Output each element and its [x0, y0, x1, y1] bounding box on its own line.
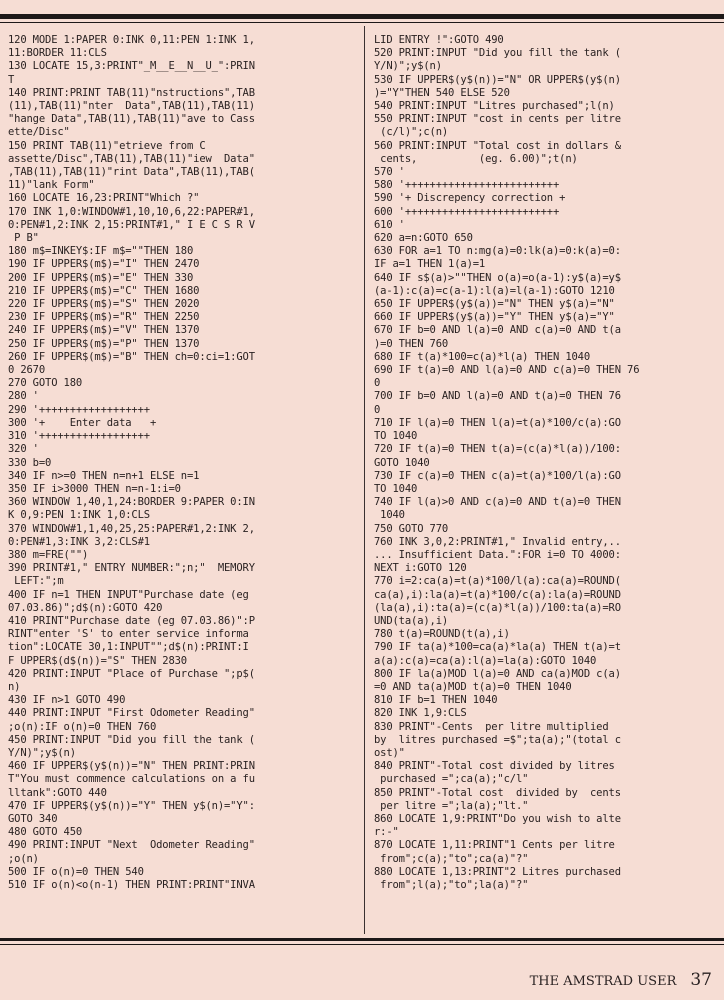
- code-line: 770 i=2:ca(a)=t(a)*100/l(a):ca(a)=ROUND(: [374, 575, 621, 588]
- listing-column-left: [8, 34, 360, 892]
- code-line: )="Y"THEN 540 ELSE 520: [374, 86, 510, 99]
- code-line: 330 b=0: [8, 456, 52, 469]
- code-line: (c/l)";c(n): [374, 126, 449, 139]
- code-line: 710 IF l(a)=0 THEN l(a)=t(a)*100/c(a):GO: [374, 416, 621, 429]
- code-line: 410 PRINT"Purchase date (eg 07.03.86)":P: [8, 614, 255, 627]
- code-line: 550 PRINT:INPUT "cost in cents per litre: [374, 113, 621, 126]
- top-rule-thin: [0, 22, 724, 23]
- code-line: tion":LOCATE 30,1:INPUT"";d$(n):PRINT:I: [8, 641, 249, 654]
- code-line: 130 LOCATE 15,3:PRINT"_M__E__N__U_":PRIN: [8, 60, 255, 73]
- code-line: ost)": [374, 746, 405, 759]
- code-line: 320 ': [8, 443, 39, 456]
- code-line: 07.03.86)";d$(n):GOTO 420: [8, 601, 163, 614]
- code-line: 200 IF UPPER$(m$)="E" THEN 330: [8, 271, 194, 284]
- code-line: 290 '++++++++++++++++++: [8, 403, 150, 416]
- code-line: 860 LOCATE 1,9:PRINT"Do you wish to alte: [374, 812, 621, 825]
- code-line: ... Insufficient Data.":FOR i=0 TO 4000:: [374, 548, 621, 561]
- code-line: 270 GOTO 180: [8, 377, 83, 390]
- code-line: GOTO 1040: [374, 456, 430, 469]
- code-line: 390 PRINT#1," ENTRY NUMBER:";n;" MEMORY: [8, 562, 255, 575]
- code-line: 380 m=FRE(""): [8, 548, 89, 561]
- code-line: 190 IF UPPER$(m$)="I" THEN 2470: [8, 258, 200, 271]
- code-line: 360 WINDOW 1,40,1,24:BORDER 9:PAPER 0:IN: [8, 496, 255, 509]
- code-line: 140 PRINT:PRINT TAB(11)"nstructions",TAB: [8, 86, 255, 99]
- code-line: 730 IF c(a)=0 THEN c(a)=t(a)*100/l(a):GO: [374, 469, 621, 482]
- code-line: 11:BORDER 11:CLS: [8, 47, 107, 60]
- code-line: 480 GOTO 450: [8, 826, 83, 839]
- code-line: 11)"lank Form": [8, 179, 95, 192]
- code-line: 610 ': [374, 218, 405, 231]
- code-line: a(a):c(a)=ca(a):l(a)=la(a):GOTO 1040: [374, 654, 597, 667]
- code-line: 460 IF UPPER$(y$(n))="N" THEN PRINT:PRIN: [8, 760, 255, 773]
- code-line: "hange Data",TAB(11),TAB(11)"ave to Cass: [8, 113, 255, 126]
- code-line: )=0 THEN 760: [374, 337, 449, 350]
- code-line: 310 '++++++++++++++++++: [8, 430, 150, 443]
- code-line: 660 IF UPPER$(y$(a))="Y" THEN y$(a)="Y": [374, 311, 615, 324]
- code-line: by litres purchased =$";ta(a);"(total c: [374, 733, 621, 746]
- column-divider: [364, 26, 365, 934]
- code-line: T: [8, 73, 15, 86]
- code-line: K 0,9:PEN 1:INK 1,0:CLS: [8, 509, 150, 522]
- code-line: n): [8, 680, 21, 693]
- code-line: 880 LOCATE 1,13:PRINT"2 Litres purchased: [374, 865, 621, 878]
- code-line: 560 PRINT:INPUT "Total cost in dollars &: [374, 139, 621, 152]
- code-line: IF a=1 THEN 1(a)=1: [374, 258, 486, 271]
- code-line: 620 a=n:GOTO 650: [374, 232, 473, 245]
- bottom-rule: [0, 938, 724, 941]
- code-line: 250 IF UPPER$(m$)="P" THEN 1370: [8, 337, 200, 350]
- code-line: ;o(n):IF o(n)=0 THEN 760: [8, 720, 157, 733]
- code-line: 120 MODE 1:PAPER 0:INK 0,11:PEN 1:INK 1,: [8, 34, 255, 46]
- code-line: 1040: [374, 509, 405, 522]
- code-line: 850 PRINT"-Total cost divided by cents: [374, 786, 621, 799]
- code-line: 540 PRINT:INPUT "Litres purchased";l(n): [374, 100, 615, 113]
- code-line: ;o(n): [8, 852, 39, 865]
- code-line: from";c(a);"to";ca(a)"?": [374, 852, 529, 865]
- code-line: 260 IF UPPER$(m$)="B" THEN ch=0:ci=1:GOT: [8, 350, 255, 363]
- code-line: ,TAB(11),TAB(11)"rint Data",TAB(11),TAB(: [8, 166, 255, 179]
- code-line: 840 PRINT"-Total cost divided by litres: [374, 760, 615, 773]
- code-line: 650 IF UPPER$(y$(a))="N" THEN y$(a)="N": [374, 298, 615, 311]
- code-line: LEFT:";m: [8, 575, 64, 588]
- code-line: 760 INK 3,0,2:PRINT#1," Invalid entry,..: [374, 535, 621, 548]
- code-line: GOTO 340: [8, 812, 58, 825]
- code-line: 0: [374, 403, 381, 416]
- code-line: 430 IF n>1 GOTO 490: [8, 694, 126, 707]
- code-line: 170 INK 1,0:WINDOW#1,10,10,6,22:PAPER#1,: [8, 205, 255, 218]
- code-line: 780 t(a)=ROUND(t(a),i): [374, 628, 510, 641]
- code-line: ca(a),i):la(a)=t(a)*100/c(a):la(a)=ROUND: [374, 588, 621, 601]
- code-line: 700 IF b=0 AND l(a)=0 AND t(a)=0 THEN 76: [374, 390, 621, 403]
- listing-column-right: [374, 34, 718, 892]
- code-line: 210 IF UPPER$(m$)="C" THEN 1680: [8, 284, 200, 297]
- code-line: ette/Disc": [8, 126, 70, 139]
- code-line: 180 m$=INKEY$:IF m$=""THEN 180: [8, 245, 194, 258]
- code-line: 740 IF l(a)>0 AND c(a)=0 AND t(a)=0 THEN: [374, 496, 621, 509]
- code-line: 570 ': [374, 166, 405, 179]
- code-line: 470 IF UPPER$(y$(n))="Y" THEN y$(n)="Y":: [8, 799, 255, 812]
- code-line: RINT"enter 'S' to enter service informa: [8, 628, 249, 641]
- code-line: 400 IF n=1 THEN INPUT"Purchase date (eg: [8, 588, 249, 601]
- code-line: 280 ': [8, 390, 39, 403]
- code-line: per litre =";la(a);"lt.": [374, 799, 529, 812]
- code-line: Y/N)";y$(n): [374, 60, 442, 73]
- code-line: 600 '+++++++++++++++++++++++++: [374, 205, 560, 218]
- code-line: UND(ta(a),i): [374, 614, 449, 627]
- code-line: 530 IF UPPER$(y$(n))="N" OR UPPER$(y$(n): [374, 73, 621, 86]
- code-line: 680 IF t(a)*100=c(a)*l(a) THEN 1040: [374, 350, 591, 363]
- code-line: LID ENTRY !":GOTO 490: [374, 34, 504, 46]
- code-line: 490 PRINT:INPUT "Next Odometer Reading": [8, 839, 255, 852]
- code-line: 830 PRINT"-Cents per litre multiplied: [374, 720, 609, 733]
- top-rule: [0, 14, 724, 19]
- code-line: TO 1040: [374, 482, 418, 495]
- code-line: 590 '+ Discrepency correction +: [374, 192, 566, 205]
- code-line: assette/Disc",TAB(11),TAB(11)"iew Data": [8, 152, 255, 165]
- page-number: 37: [690, 970, 712, 990]
- code-line: 640 IF s$(a)>""THEN o(a)=o(a-1):y$(a)=y$: [374, 271, 621, 284]
- code-line: purchased =";ca(a);"c/l": [374, 773, 529, 786]
- code-line: 300 '+ Enter data +: [8, 416, 157, 429]
- code-line: 350 IF i>3000 THEN n=n-1:i=0: [8, 482, 181, 495]
- code-line: 800 IF la(a)MOD l(a)=0 AND ca(a)MOD c(a): [374, 667, 621, 680]
- code-line: 0:PEN#1,3:INK 3,2:CLS#1: [8, 535, 150, 548]
- code-line: TO 1040: [374, 430, 418, 443]
- code-line: 810 IF b=1 THEN 1040: [374, 694, 498, 707]
- bottom-rule-thin: [0, 944, 724, 945]
- code-line: =0 AND ta(a)MOD t(a)=0 THEN 1040: [374, 680, 572, 693]
- code-line: r:-": [374, 826, 399, 839]
- code-line: from";l(a);"to";la(a)"?": [374, 879, 529, 891]
- code-line: 0: [374, 377, 381, 390]
- code-line: 370 WINDOW#1,1,40,25,25:PAPER#1,2:INK 2,: [8, 522, 255, 535]
- code-line: cents, (eg. 6.00)";t(n): [374, 152, 578, 165]
- code-line: 0 2670: [8, 364, 46, 377]
- code-line: P B": [8, 232, 39, 245]
- code-line: 870 LOCATE 1,11:PRINT"1 Cents per litre: [374, 839, 615, 852]
- code-line: 340 IF n>=0 THEN n=n+1 ELSE n=1: [8, 469, 200, 482]
- code-line: T"You must commence calculations on a fu: [8, 773, 255, 786]
- code-line: 500 IF o(n)=0 THEN 540: [8, 865, 144, 878]
- code-line: lltank":GOTO 440: [8, 786, 107, 799]
- code-line: 440 PRINT:INPUT "First Odometer Reading": [8, 707, 255, 720]
- code-line: 520 PRINT:INPUT "Did you fill the tank (: [374, 47, 621, 60]
- code-line: 240 IF UPPER$(m$)="V" THEN 1370: [8, 324, 200, 337]
- code-line: Y/N)";y$(n): [8, 746, 76, 759]
- code-line: 720 IF t(a)=0 THEN t(a)=(c(a)*l(a))/100:: [374, 443, 621, 456]
- code-line: 510 IF o(n)<o(n-1) THEN PRINT:PRINT"INVA: [8, 879, 255, 891]
- code-line: 580 '+++++++++++++++++++++++++: [374, 179, 560, 192]
- code-line: NEXT i:GOTO 120: [374, 562, 467, 575]
- code-line: 450 PRINT:INPUT "Did you fill the tank (: [8, 733, 255, 746]
- code-line: 160 LOCATE 16,23:PRINT"Which ?": [8, 192, 200, 205]
- code-line: 150 PRINT TAB(11)"etrieve from C: [8, 139, 206, 152]
- magazine-name: THE AMSTRAD USER: [529, 974, 677, 989]
- code-line: 790 IF ta(a)*100=ca(a)*la(a) THEN t(a)=t: [374, 641, 621, 654]
- code-line: 690 IF t(a)=0 AND l(a)=0 AND c(a)=0 THEN 76: [374, 364, 640, 377]
- code-line: (la(a),i):ta(a)=(c(a)*l(a))/100:ta(a)=RO: [374, 601, 621, 614]
- code-line: 630 FOR a=1 TO n:mg(a)=0:lk(a)=0:k(a)=0:: [374, 245, 621, 258]
- code-line: 820 INK 1,9:CLS: [374, 707, 467, 720]
- code-line: 670 IF b=0 AND l(a)=0 AND c(a)=0 AND t(a: [374, 324, 621, 337]
- code-line: 220 IF UPPER$(m$)="S" THEN 2020: [8, 298, 200, 311]
- code-line: 420 PRINT:INPUT "Place of Purchase ";p$(: [8, 667, 255, 680]
- code-line: 230 IF UPPER$(m$)="R" THEN 2250: [8, 311, 200, 324]
- page-footer: [530, 970, 712, 990]
- code-line: (a-1):c(a)=c(a-1):l(a)=l(a-1):GOTO 1210: [374, 284, 615, 297]
- code-line: 750 GOTO 770: [374, 522, 449, 535]
- code-line: 0:PEN#1,2:INK 2,15:PRINT#1," I E C S R V: [8, 218, 255, 231]
- code-line: F UPPER$(d$(n))="S" THEN 2830: [8, 654, 187, 667]
- code-line: (11),TAB(11)"nter Data",TAB(11),TAB(11): [8, 100, 255, 113]
